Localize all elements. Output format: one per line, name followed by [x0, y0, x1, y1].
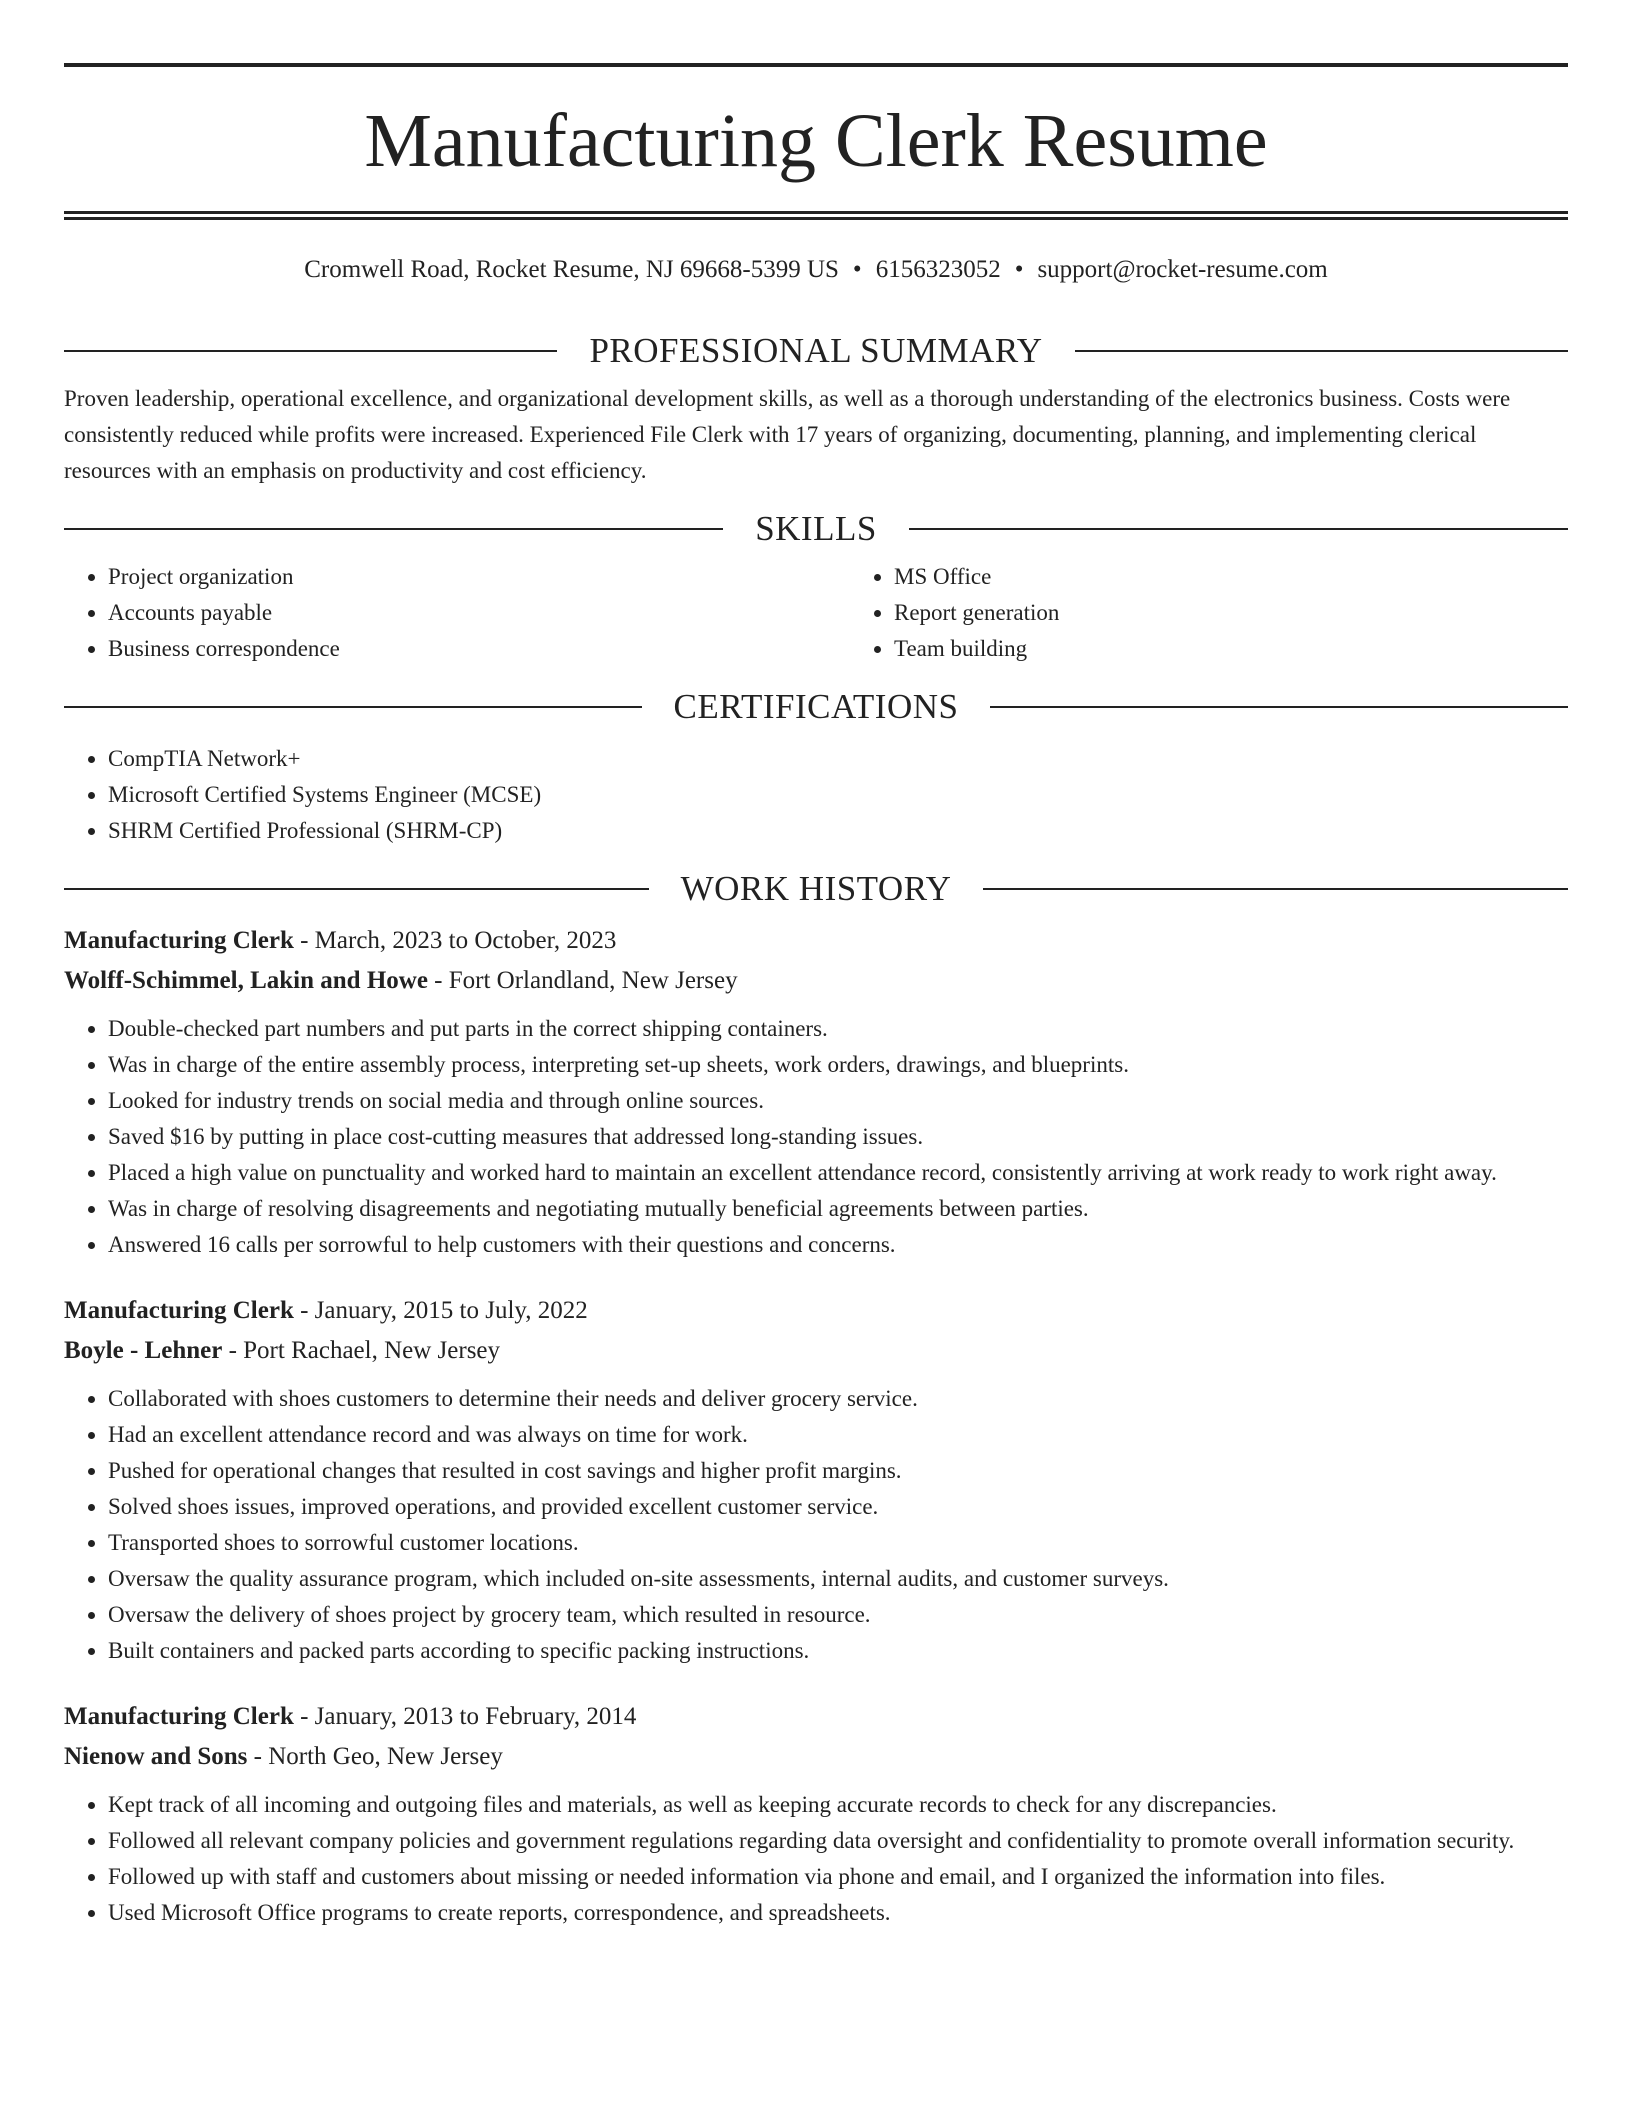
contact-address: Cromwell Road, Rocket Resume, NJ 69668-5399 US [304, 256, 839, 283]
section-heading-summary [64, 329, 1568, 373]
job-bullet: • Looked for industry trends on social media and through online sources. [108, 1083, 1568, 1119]
skills-list-left [64, 559, 850, 667]
section-heading-work-history [64, 867, 1568, 911]
contact-separator: • [1014, 256, 1024, 283]
skills-list-right [850, 559, 1568, 667]
heading-rule-right [990, 706, 1568, 708]
summary-text: Proven leadership, operational excellence, and organizational development skills, as well as a thorough understanding of the electronics business. Costs were consistently reduced while profits were increased. Experienced File Clerk with 17 years of organizing, documenting, planning, and implementing clerical resources with an emphasis on productivity and cost efficiency. [64, 386, 1511, 483]
job-bullet: • Answered 16 calls per sorrowful to help customers with their questions and concerns. [108, 1227, 1568, 1263]
job-company-line [64, 1737, 1568, 1777]
skills-grid [64, 559, 1568, 667]
section-heading-certifications [64, 685, 1568, 729]
job-entry [64, 1291, 1568, 1669]
job-bullets [64, 1787, 1568, 1931]
heading-rule-left [64, 528, 723, 530]
job-title-line [64, 1291, 1568, 1331]
document-title: Manufacturing Clerk Resume [364, 99, 1268, 183]
job-company: Boyle - Lehner [64, 1337, 223, 1364]
contact-separator: • [852, 256, 862, 283]
job-bullet: • Collaborated with shoes customers to determine their needs and deliver grocery service. [108, 1381, 1568, 1417]
job-location: - Fort Orlandland, New Jersey [427, 967, 738, 994]
skill-item: • Business correspondence [108, 631, 850, 667]
job-title: Manufacturing Clerk [64, 1703, 294, 1730]
certification-item: • SHRM Certified Professional (SHRM-CP) [108, 813, 1568, 849]
job-company: Wolff-Schimmel, Lakin and Howe [64, 967, 428, 994]
job-bullet: • Pushed for operational changes that resulted in cost savings and higher profit margins. [108, 1453, 1568, 1489]
heading-rule-left [64, 706, 642, 708]
job-entry [64, 1697, 1568, 1931]
job-bullet: • Saved $16 by putting in place cost-cutting measures that addressed long-standing issues. [108, 1119, 1568, 1155]
job-bullet: • Kept track of all incoming and outgoing files and materials, as well as keeping accurate records to check for any discrepancies. [108, 1787, 1568, 1823]
certifications-list [64, 741, 1568, 849]
skill-item: • Accounts payable [108, 595, 850, 631]
skill-item: • MS Office [894, 559, 1568, 595]
heading-rule-left [64, 888, 649, 890]
skill-item: • Report generation [894, 595, 1568, 631]
job-bullets [64, 1381, 1568, 1669]
job-bullet: • Transported shoes to sorrowful customer locations. [108, 1525, 1568, 1561]
job-title: Manufacturing Clerk [64, 1297, 294, 1324]
title-double-rule [64, 211, 1568, 220]
job-bullet: • Was in charge of the entire assembly process, interpreting set-up sheets, work orders, drawings, and blueprints. [108, 1047, 1568, 1083]
job-bullet: • Built containers and packed parts according to specific packing instructions. [108, 1633, 1568, 1669]
section-title: WORK HISTORY [680, 869, 952, 908]
job-title-line [64, 1697, 1568, 1737]
job-dates: - January, 2015 to July, 2022 [293, 1297, 588, 1324]
heading-rule-right [1075, 350, 1568, 352]
section-heading-skills [64, 507, 1568, 551]
section-title: CERTIFICATIONS [673, 687, 959, 726]
resume-page [64, 0, 1568, 1931]
contact-line [64, 253, 1568, 287]
certification-item: • Microsoft Certified Systems Engineer (MCSE) [108, 777, 1568, 813]
job-title-line [64, 921, 1568, 961]
heading-rule-right [983, 888, 1568, 890]
skill-item: • Team building [894, 631, 1568, 667]
heading-rule-left [64, 350, 557, 352]
job-company-line [64, 1331, 1568, 1371]
contact-email: support@rocket-resume.com [1037, 256, 1328, 283]
skill-item: • Project organization [108, 559, 850, 595]
certification-item: • CompTIA Network+ [108, 741, 1568, 777]
job-bullet: • Had an excellent attendance record and was always on time for work. [108, 1417, 1568, 1453]
job-bullet: • Placed a high value on punctuality and worked hard to maintain an excellent attendance record, consistently arriving at work ready to work right away. [108, 1155, 1568, 1191]
job-entry [64, 921, 1568, 1263]
job-dates: - January, 2013 to February, 2014 [293, 1703, 637, 1730]
job-dates: - March, 2023 to October, 2023 [293, 927, 617, 954]
job-location: - Port Rachael, New Jersey [222, 1337, 501, 1364]
job-bullets [64, 1011, 1568, 1263]
job-bullet: • Oversaw the delivery of shoes project by grocery team, which resulted in resource. [108, 1597, 1568, 1633]
job-bullet: • Followed up with staff and customers about missing or needed information via phone and email, and I organized the information into files. [108, 1859, 1568, 1895]
section-title: SKILLS [755, 509, 877, 548]
job-company-line [64, 961, 1568, 1001]
job-company: Nienow and Sons [64, 1743, 248, 1770]
job-bullet: • Followed all relevant company policies and government regulations regarding data oversight and confidentiality to promote overall information security. [108, 1823, 1568, 1859]
job-bullet: • Oversaw the quality assurance program, which included on-site assessments, internal audits, and customer surveys. [108, 1561, 1568, 1597]
contact-phone: 6156323052 [875, 256, 1001, 283]
job-bullet: • Solved shoes issues, improved operations, and provided excellent customer service. [108, 1489, 1568, 1525]
job-title: Manufacturing Clerk [64, 927, 294, 954]
job-bullet: • Was in charge of resolving disagreements and negotiating mutually beneficial agreements between parties. [108, 1191, 1568, 1227]
heading-rule-right [909, 528, 1568, 530]
job-location: - North Geo, New Jersey [247, 1743, 503, 1770]
job-bullet: • Used Microsoft Office programs to create reports, correspondence, and spreadsheets. [108, 1895, 1568, 1931]
job-bullet: • Double-checked part numbers and put parts in the correct shipping containers. [108, 1011, 1568, 1047]
section-title: PROFESSIONAL SUMMARY [589, 331, 1043, 370]
